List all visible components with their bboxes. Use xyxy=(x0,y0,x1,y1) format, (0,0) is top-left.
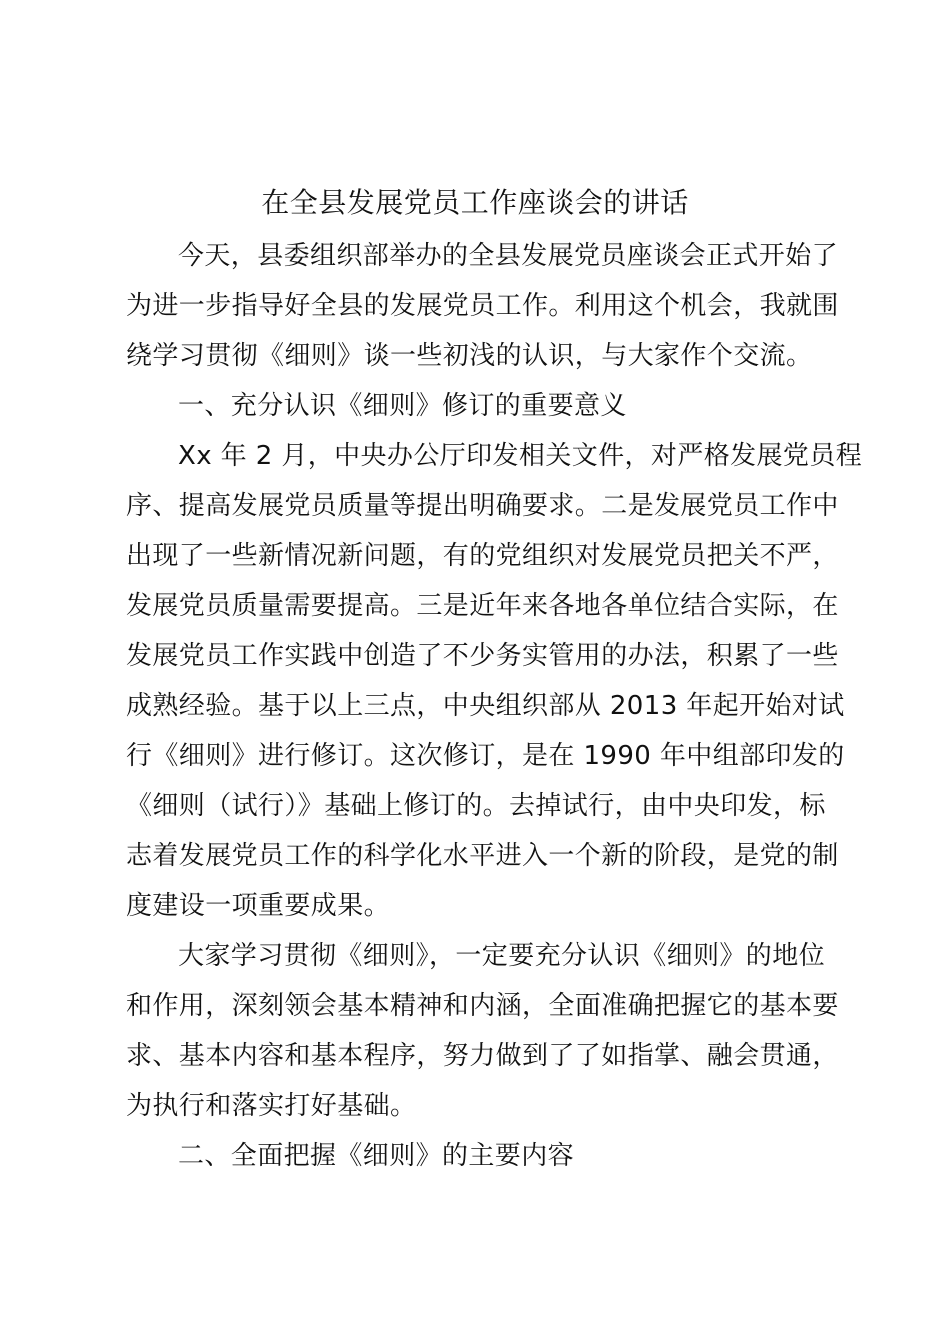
paragraph-line: 度建设一项重要成果。 xyxy=(126,891,391,921)
section-heading: 二、全面把握《细则》的主要内容 xyxy=(178,1141,575,1171)
paragraph-line: 为执行和落实打好基础。 xyxy=(126,1091,417,1121)
paragraph-line: 绕学习贯彻《细则》谈一些初浅的认识，与大家作个交流。 xyxy=(126,341,813,371)
paragraph-line: 发展党员工作实践中创造了不少务实管用的办法，积累了一些 xyxy=(126,641,839,671)
paragraph-line: 序、提高发展党员质量等提出明确要求。二是发展党员工作中 xyxy=(126,491,839,521)
paragraph-line: 发展党员质量需要提高。三是近年来各地各单位结合实际，在 xyxy=(126,591,839,621)
paragraph-line: Xx 年 2 月，中央办公厅印发相关文件，对严格发展党员程 xyxy=(178,441,863,471)
paragraph-line: 行《细则》进行修订。这次修订，是在 1990 年中组部印发的 xyxy=(126,741,845,771)
paragraph-line: 志着发展党员工作的科学化水平进入一个新的阶段，是党的制 xyxy=(126,841,839,871)
paragraph-line: 《细则（试行）》基础上修订的。去掉试行，由中央印发，标 xyxy=(126,791,826,821)
paragraph-line: 成熟经验。基于以上三点，中央组织部从 2013 年起开始对试 xyxy=(126,691,845,721)
paragraph-line: 今天，县委组织部举办的全县发展党员座谈会正式开始了 xyxy=(178,241,839,271)
section-heading: 一、充分认识《细则》修订的重要意义 xyxy=(178,391,627,421)
paragraph-line: 和作用，深刻领会基本精神和内涵，全面准确把握它的基本要 xyxy=(126,991,839,1021)
paragraph-line: 求、基本内容和基本程序，努力做到了了如指掌、融会贯通， xyxy=(126,1041,839,1071)
paragraph-line: 为进一步指导好全县的发展党员工作。利用这个机会，我就围 xyxy=(126,291,839,321)
document-title: 在全县发展党员工作座谈会的讲话 xyxy=(261,186,689,219)
paragraph-line: 出现了一些新情况新问题，有的党组织对发展党员把关不严， xyxy=(126,541,839,571)
paragraph-line: 大家学习贯彻《细则》，一定要充分认识《细则》的地位 xyxy=(178,941,826,971)
